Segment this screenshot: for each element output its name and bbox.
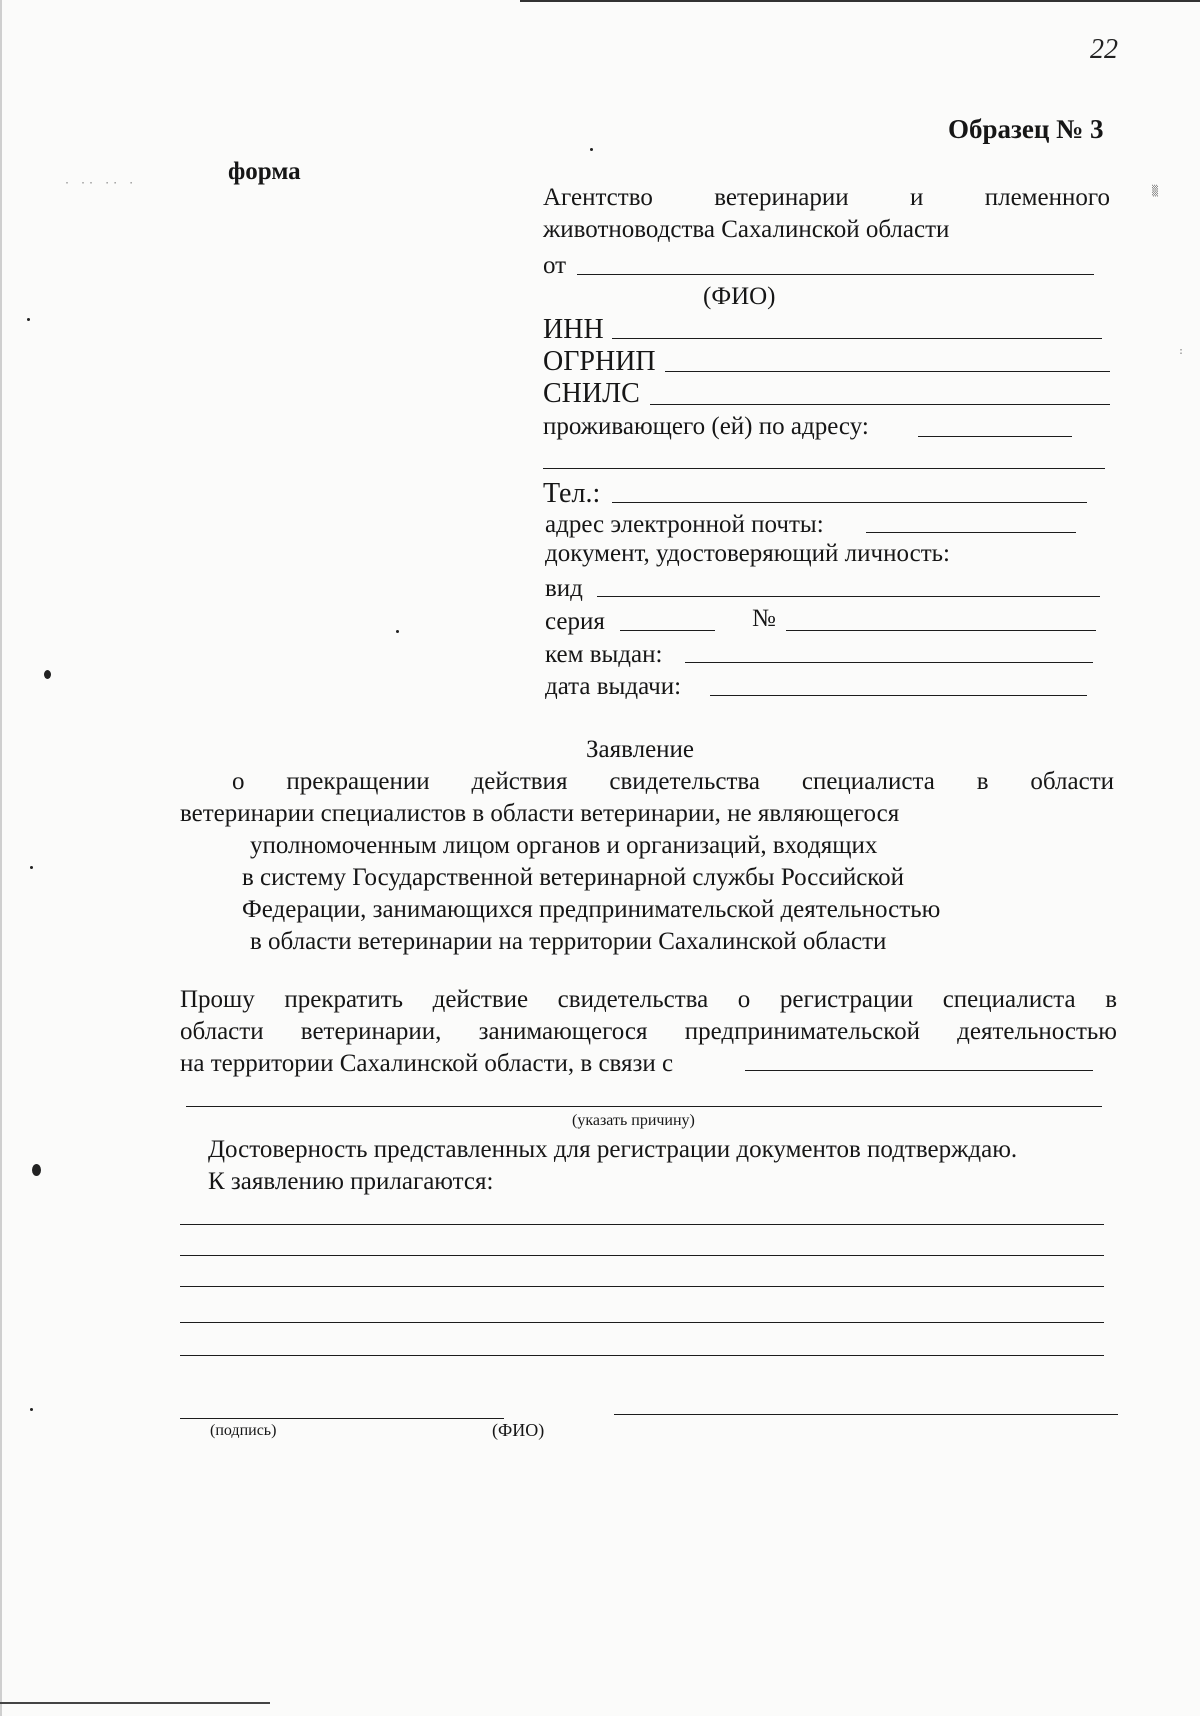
attachments-label: К заявлению прилагаются: — [208, 1168, 494, 1195]
scan-speck — [44, 670, 51, 679]
scan-speck — [27, 318, 30, 321]
confirmation-text: Достоверность представленных для регистрации документов подтверждаю. — [208, 1136, 1018, 1163]
request-line-1: Прошу прекратить действие свидетельства о регистрации специалиста в — [180, 986, 1117, 1013]
scan-edge-top — [520, 0, 1200, 2]
addressee-block — [543, 182, 1110, 246]
from-field[interactable] — [577, 274, 1094, 275]
reason-field[interactable] — [745, 1070, 1093, 1071]
series-field[interactable] — [620, 630, 715, 631]
form-label: форма — [228, 158, 301, 185]
number-field[interactable] — [786, 630, 1096, 631]
issue-date-field[interactable] — [710, 695, 1087, 696]
address-field-line-2[interactable] — [543, 468, 1105, 469]
scan-edge-bottom — [0, 1702, 270, 1704]
scan-edge-left — [0, 0, 2, 1716]
email-field[interactable] — [866, 532, 1076, 533]
issue-date-label: дата выдачи: — [545, 673, 682, 700]
snils-field[interactable] — [650, 404, 1110, 405]
address-field[interactable] — [918, 436, 1072, 437]
addressee-line-2: животноводства Сахалинской области — [543, 216, 950, 243]
ogrnip-field[interactable] — [665, 371, 1110, 372]
subject-line-4: в систему Государственной ветеринарной службы Российской — [242, 864, 905, 891]
attachment-line[interactable] — [180, 1255, 1104, 1256]
signature-caption: (подпись) — [210, 1422, 277, 1439]
address-label: проживающего (ей) по адресу: — [543, 413, 869, 440]
document-type-field[interactable] — [597, 596, 1100, 597]
email-label: адрес электронной почты: — [545, 511, 824, 538]
addressee-line-1: Агентство ветеринарии и племенного — [543, 184, 1110, 211]
subject-line-1: о прекращении действия свидетельства специалиста в области — [232, 768, 1114, 795]
scan-noise: ▒ — [1152, 186, 1161, 197]
attachment-line[interactable] — [180, 1224, 1104, 1225]
reason-caption: (указать причину) — [572, 1112, 695, 1129]
number-label: № — [752, 605, 776, 632]
ogrnip-label: ОГРНИП — [543, 346, 656, 377]
phone-field[interactable] — [612, 502, 1087, 503]
fio-caption-bottom: (ФИО) — [492, 1420, 545, 1440]
request-paragraph — [180, 984, 1117, 1080]
inn-label: ИНН — [543, 314, 604, 345]
request-line-3: на территории Сахалинской области, в связи с — [180, 1050, 674, 1077]
scan-speck — [32, 1164, 41, 1176]
reason-field-line-2[interactable] — [186, 1106, 1102, 1107]
from-label: от — [543, 252, 567, 279]
page-number: 22 — [1090, 34, 1118, 65]
issued-by-field[interactable] — [685, 662, 1093, 663]
fio-signature-line[interactable] — [614, 1414, 1118, 1415]
series-label: серия — [545, 608, 605, 635]
signature-line[interactable] — [180, 1418, 504, 1419]
snils-label: СНИЛС — [543, 378, 640, 409]
issued-by-label: кем выдан: — [545, 641, 663, 668]
sample-label: Образец № 3 — [948, 114, 1104, 144]
statement-title: Заявление — [586, 736, 695, 763]
subject-line-3: уполномоченным лицом органов и организаций, входящих — [250, 832, 878, 859]
id-document-label: документ, удостоверяющий личность: — [545, 540, 950, 567]
fio-caption-top: (ФИО) — [703, 283, 776, 310]
request-line-2: области ветеринарии, занимающегося предпринимательской деятельностью — [180, 1018, 1117, 1045]
scan-speck — [396, 630, 399, 633]
attachment-line[interactable] — [180, 1355, 1104, 1356]
document-type-label: вид — [545, 575, 583, 602]
scan-speck — [30, 1408, 33, 1411]
phone-label: Тел.: — [543, 478, 601, 509]
inn-field[interactable] — [612, 338, 1102, 339]
scan-speck — [30, 866, 33, 869]
subject-line-6: в области ветеринарии на территории Сахалинской области — [250, 928, 887, 955]
subject-line-2: ветеринарии специалистов в области ветеринарии, не являющегося — [180, 800, 900, 827]
attachment-line[interactable] — [180, 1322, 1104, 1323]
attachment-line[interactable] — [180, 1286, 1104, 1287]
scan-speck — [590, 148, 593, 151]
subject-line-5: Федерации, занимающихся предпринимательской деятельностью — [242, 896, 941, 923]
scan-noise: · ·· ·· · — [64, 178, 137, 189]
scan-noise: : — [1178, 346, 1187, 357]
